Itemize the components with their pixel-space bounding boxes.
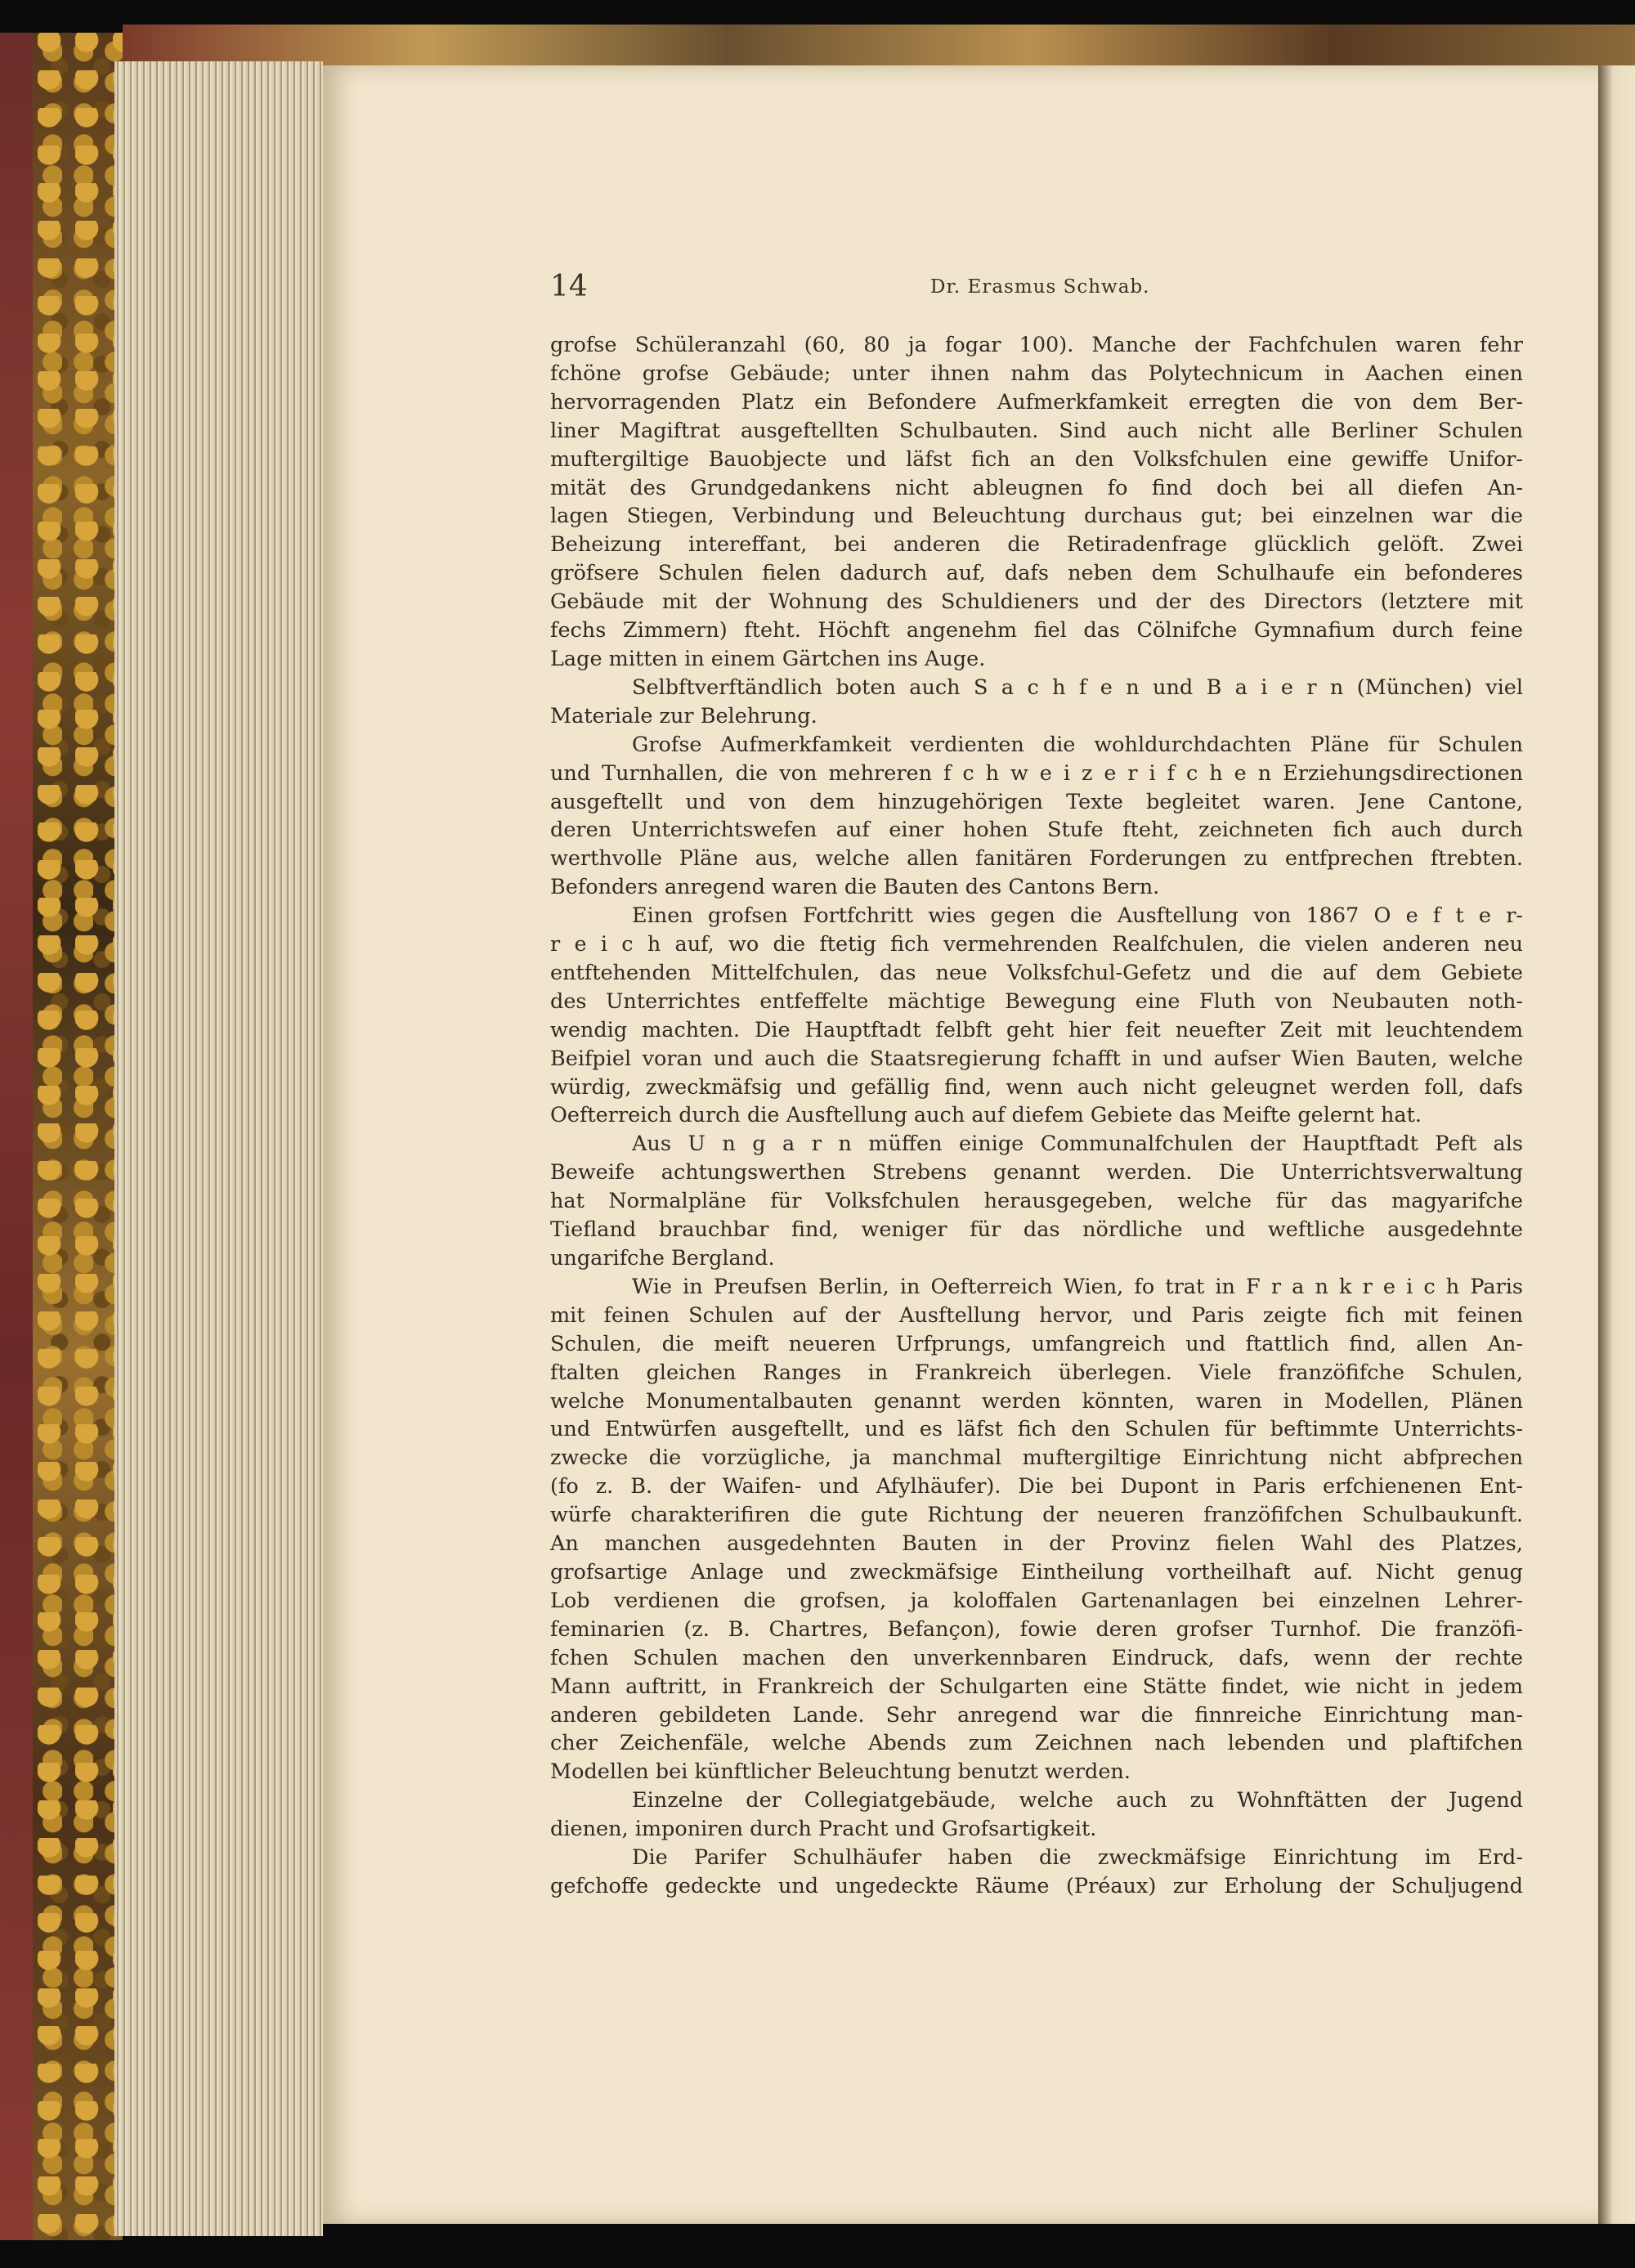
text-line: Tiefland brauchbar find, weniger für das nördliche und weftliche ausgedehnte: [550, 1217, 1523, 1243]
text-line: Modellen bei künftlicher Beleuchtung benutzt werden.: [550, 1759, 1131, 1785]
facing-page-edge: [1598, 65, 1635, 2224]
text-line: entftehenden Mittelfchulen, das neue Volksfchul-Gefetz und die auf dem Gebiete: [550, 960, 1523, 985]
text-line: fchöne grofse Gebäude; unter ihnen nahm das Polytechnicum in Aachen einen: [550, 361, 1523, 386]
text-line: Grofse Aufmerkfamkeit verdienten die wohldurchdachten Pläne für Schulen: [632, 732, 1523, 757]
text-line: Schulen, die meift neueren Urfprungs, umfangreich und ftattlich find, allen An-: [550, 1331, 1523, 1356]
text-line: grofse Schüleranzahl (60, 80 ja fogar 100). Manche der Fachfchulen waren fehr: [550, 333, 1523, 357]
text-line: r e i c h auf, wo die ftetig fich vermehrenden Realfchulen, die vielen anderen neu: [550, 932, 1523, 957]
text-line: wendig machten. Die Hauptftadt felbft geht hier feit neuefter Zeit mit leuchtendem: [550, 1017, 1523, 1042]
text-line: werthvolle Pläne aus, welche allen fanitären Forderungen zu entfprechen ftrebten.: [550, 846, 1523, 872]
text-line: Gebäude mit der Wohnung des Schuldieners und der des Directors (letztere mit: [550, 589, 1523, 615]
text-line: (fo z. B. der Waifen- und Afylhäufer). Die bei Dupont in Paris erfchienenen Ent-: [550, 1474, 1523, 1499]
text-line: Lage mitten in einem Gärtchen ins Auge.: [550, 646, 986, 671]
text-line: Wie in Preufsen Berlin, in Oefterreich Wien, fo trat in F r a n k r e i c h Paris: [632, 1274, 1523, 1299]
text-line: und Entwürfen ausgeftellt, und es läfst fich den Schulen für beftimmte Unterrichts-: [550, 1417, 1523, 1442]
text-line: Oefterreich durch die Ausftellung auch auf diefem Gebiete das Meifte gelernt hat.: [550, 1103, 1422, 1128]
text-line: feminarien (z. B. Chartres, Befançon), fowie deren grofser Turnhof. Die franzöfi-: [550, 1616, 1523, 1642]
text-line: Mann auftritt, in Frankreich der Schulgarten eine Stätte findet, wie nicht in jedem: [550, 1674, 1523, 1699]
text-line: des Unterrichtes entfeffelte mächtige Bewegung eine Fluth von Neubauten noth-: [550, 988, 1523, 1014]
text-line: ausgeftellt und von dem hinzugehörigen Texte begleitet waren. Jene Cantone,: [550, 789, 1523, 814]
text-line: Beweife achtungswerthen Strebens genannt werden. Die Unterrichtsverwaltung: [550, 1160, 1523, 1186]
running-head: Dr. Erasmus Schwab.: [930, 276, 1150, 298]
text-line: zwecke die vorzügliche, ja manchmal muftergiltige Einrichtung nicht abfprechen: [550, 1446, 1523, 1471]
text-line: Materiale zur Belehrung.: [550, 703, 818, 728]
text-line: liner Magiftrat ausgeftellten Schulbauten. Sind auch nicht alle Berliner Schulen: [550, 418, 1523, 443]
page-block-edges: [114, 61, 323, 2236]
text-line: lagen Stiegen, Verbindung und Beleuchtung durchaus gut; bei einzelnen war die: [550, 504, 1523, 529]
text-line: würdig, zweckmäfsig und gefällig find, wenn auch nicht geleugnet werden foll, dafs: [550, 1074, 1523, 1100]
page-number: 14: [550, 270, 588, 303]
text-line: deren Unterrichtswefen auf einer hohen Stufe fteht, zeichneten fich auch durch: [550, 818, 1523, 843]
text-line: Einzelne der Collegiatgebäude, welche auch zu Wohnftätten der Jugend: [632, 1788, 1523, 1813]
text-line: hervorragenden Platz ein Befondere Aufmerkfamkeit erregten die von dem Ber-: [550, 389, 1523, 415]
text-line: An manchen ausgedehnten Bauten in der Provinz fielen Wahl des Platzes,: [550, 1531, 1523, 1557]
text-line: ftalten gleichen Ranges in Frankreich überlegen. Viele franzöfifche Schulen,: [550, 1360, 1523, 1385]
text-line: anderen gebildeten Lande. Sehr anregend war die finnreiche Einrichtung man-: [550, 1702, 1523, 1728]
text-line: Selbftverftändlich boten auch S a c h f e n und B a i e r n (München) viel: [632, 675, 1523, 700]
text-line: muftergiltige Bauobjecte und läfst fich an den Volksfchulen eine gewiffe Unifor-: [550, 446, 1523, 472]
text-line: hat Normalpläne für Volksfchulen herausgegeben, welche für das magyarifche: [550, 1189, 1523, 1214]
page-header: [550, 270, 1515, 303]
text-line: fechs Zimmern) fteht. Höchft angenehm fiel das Cölnifche Gymnafium durch feine: [550, 618, 1523, 643]
book-cover-top: [123, 25, 1635, 69]
text-line: mit feinen Schulen auf der Ausftellung hervor, und Paris zeigte fich mit feinen: [550, 1302, 1523, 1328]
text-line: Lob verdienen die grofsen, ja koloffalen Gartenanlagen bei einzelnen Lehrer-: [550, 1588, 1523, 1613]
text-line: cher Zeichenfäle, welche Abends zum Zeichnen nach lebenden und plaftifchen: [550, 1731, 1523, 1756]
text-line: fchen Schulen machen den unverkennbaren Eindruck, dafs, wenn der rechte: [550, 1645, 1523, 1670]
text-line: gröfsere Schulen fielen dadurch auf, dafs neben dem Schulhaufe ein befonderes: [550, 561, 1523, 586]
text-line: mität des Grundgedankens nicht ableugnen fo find doch bei all diefen An-: [550, 475, 1523, 500]
text-line: und Turnhallen, die von mehreren f c h w e i z e r i f c h e n Erziehungsdirectionen: [550, 760, 1523, 786]
text-line: Die Parifer Schulhäufer haben die zweckmäfsige Einrichtung im Erd-: [632, 1845, 1523, 1871]
text-line: Aus U n g a r n müffen einige Communalfchulen der Hauptftadt Peft als: [632, 1132, 1523, 1157]
text-line: Beheizung intereffant, bei anderen die Retiradenfrage glücklich gelöft. Zwei: [550, 532, 1523, 558]
text-line: grofsartige Anlage und zweckmäfsige Eintheilung vortheilhaft auf. Nicht genug: [550, 1559, 1523, 1584]
text-line: dienen, imponiren durch Pracht und Grofsartigkeit.: [550, 1817, 1097, 1842]
text-line: ungarifche Bergland.: [550, 1246, 775, 1271]
text-line: gefchoffe gedeckte und ungedeckte Räume (Préaux) zur Erholung der Schuljugend: [550, 1873, 1523, 1898]
text-line: Einen grofsen Fortfchritt wies gegen die Ausftellung von 1867 O e f t e r-: [632, 903, 1523, 929]
text-line: würfe charakterifiren die gute Richtung der neueren franzöfifchen Schulbaukunft.: [550, 1503, 1523, 1528]
text-line: Beifpiel voran und auch die Staatsregierung fchafft in und aufser Wien Bauten, welche: [550, 1046, 1523, 1071]
text-line: welche Monumentalbauten genannt werden könnten, waren in Modellen, Plänen: [550, 1388, 1523, 1414]
book-cover-spine-edge: [0, 33, 33, 2240]
body-text: [550, 331, 1523, 1901]
text-line: Befonders anregend waren die Bauten des Cantons Bern.: [550, 875, 1160, 900]
